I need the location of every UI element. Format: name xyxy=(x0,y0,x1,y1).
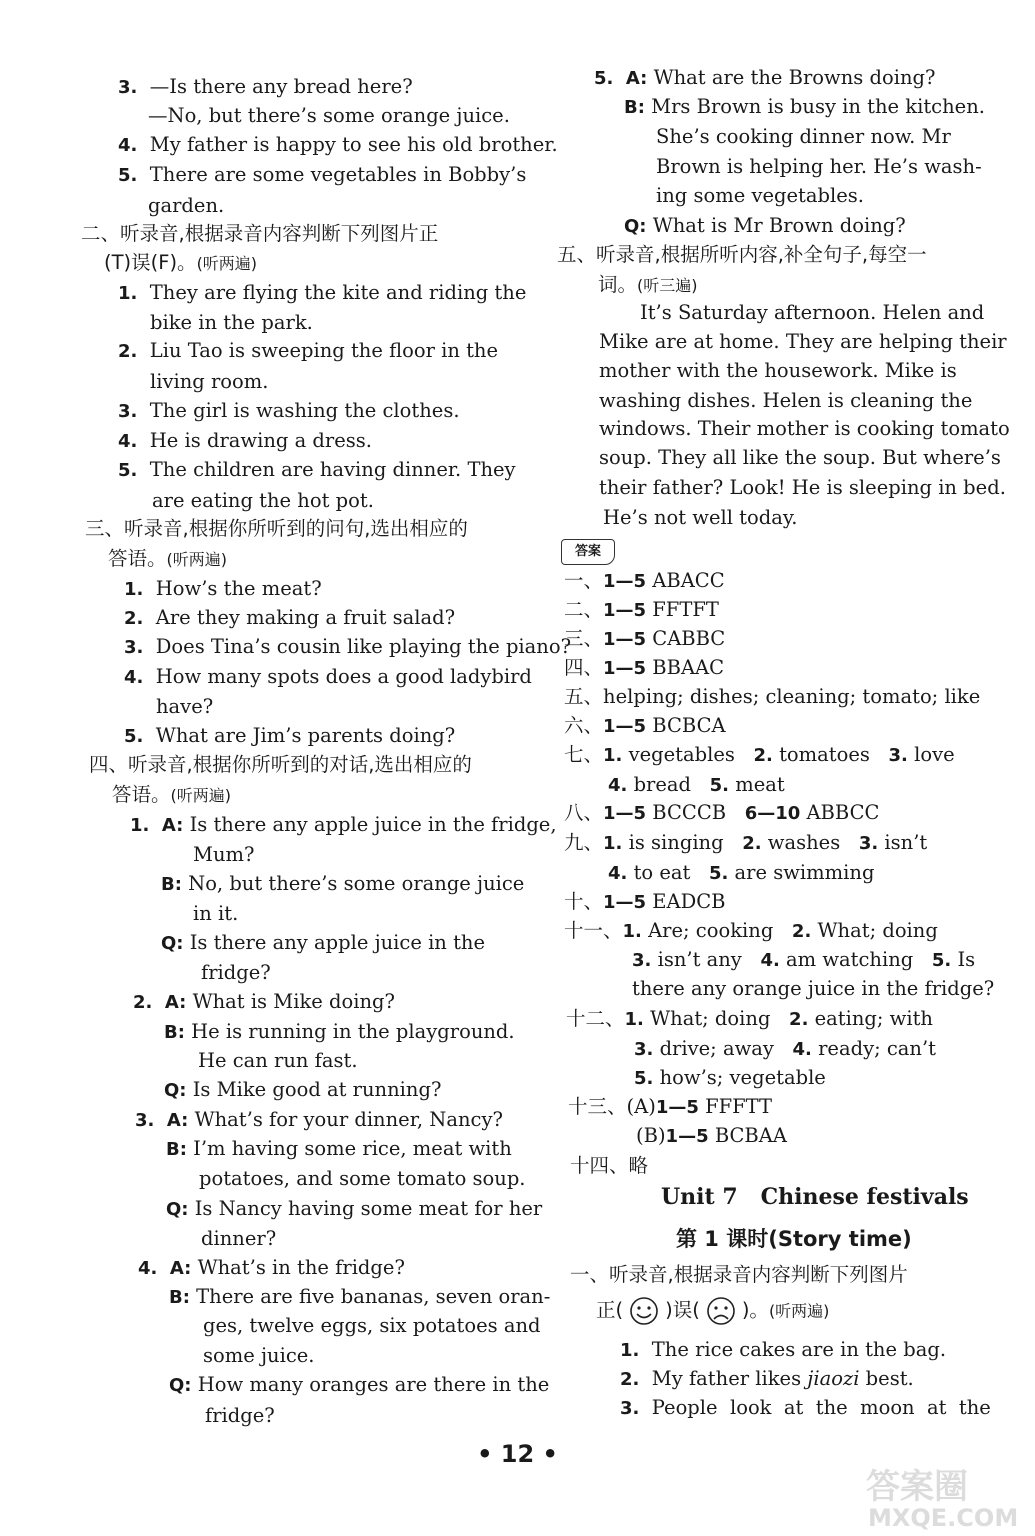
s2-item-5-line2: are eating the hot pot. xyxy=(152,489,374,512)
dialog-2-a: 2. A: What is Mike doing? xyxy=(133,990,395,1013)
dialog-2-q: Q: Is Mike good at running? xyxy=(164,1078,442,1101)
section-2-title-line2: (T)误(F)。(听两遍) xyxy=(104,251,258,274)
s3-item-2: 2. Are they making a fruit salad? xyxy=(124,606,456,629)
s3-item-1: 1. How’s the meat? xyxy=(124,577,322,600)
s3-item-3: 3. Does Tina’s cousin like playing the piano? xyxy=(124,635,572,658)
dialog-5-b-line2: She’s cooking dinner now. Mr xyxy=(656,125,951,148)
section-3-title: 三、听录音,根据你所听到的问句,选出相应的 xyxy=(85,517,468,540)
dialog-4-q-line2: fridge? xyxy=(205,1404,275,1427)
dialog-3-a: 3. A: What’s for your dinner, Nancy? xyxy=(135,1108,503,1131)
dialog-3-b: B: I’m having some rice, meat with xyxy=(166,1137,512,1160)
unit-section-1-title-line2: 正( )误( )。(听两遍) xyxy=(596,1296,829,1326)
dialog-5-b: B: Mrs Brown is busy in the kitchen. xyxy=(624,95,985,118)
section-2-title: 二、听录音,根据录音内容判断下列图片正 xyxy=(81,222,439,245)
unit-item-2: 2. My father likes jiaozi best. xyxy=(620,1367,914,1390)
watermark-logo xyxy=(862,1462,1022,1532)
answer-7: 七、1. vegetables 2. tomatoes 3. love xyxy=(564,743,955,766)
s2-item-2-line2: living room. xyxy=(150,370,269,393)
dialog-1-b-line2: in it. xyxy=(193,902,239,925)
passage-line-1: It’s Saturday afternoon. Helen and xyxy=(640,301,985,324)
answer-10: 十、1—5 EADCB xyxy=(564,890,726,913)
dialog-4-b-line2: ges, twelve eggs, six potatoes and xyxy=(203,1314,541,1337)
answer-12-line2: 3. drive; away 4. ready; can’t xyxy=(634,1037,936,1060)
dialog-5-a: 5. A: What are the Browns doing? xyxy=(594,66,936,89)
answer-2: 二、1—5 FFTFT xyxy=(564,598,719,621)
dialog-1-q: Q: Is there any apple juice in the xyxy=(161,931,486,954)
page-number: • 12 • xyxy=(477,1440,558,1468)
item-3: 3. —Is there any bread here? xyxy=(118,75,413,98)
section-5-title-line2: 词。(听三遍) xyxy=(598,273,698,296)
unit-item-1: 1. The rice cakes are in the bag. xyxy=(620,1338,947,1361)
dialog-1-a-line2: Mum? xyxy=(193,843,255,866)
answer-7-line2: 4. bread 5. meat xyxy=(608,773,785,796)
s2-item-4: 4. He is drawing a dress. xyxy=(118,429,372,452)
dialog-5-q: Q: What is Mr Brown doing? xyxy=(624,214,906,237)
passage-line-5: windows. Their mother is cooking tomato xyxy=(599,417,1010,440)
dialog-5-b-line3: Brown is helping her. He’s wash- xyxy=(656,155,982,178)
smile-face-icon xyxy=(623,1296,665,1326)
svg-text:MXQE.COM: MXQE.COM xyxy=(868,1504,1019,1532)
s2-item-3: 3. The girl is washing the clothes. xyxy=(118,399,460,422)
section-4-title-line2: 答语。(听两遍) xyxy=(112,783,232,806)
svg-text:答案圈: 答案圈 xyxy=(866,1467,968,1507)
s2-item-1-line2: bike in the park. xyxy=(150,311,313,334)
dialog-1-q-line2: fridge? xyxy=(201,961,271,984)
item-5: 5. There are some vegetables in Bobby’s xyxy=(118,163,527,186)
dialog-3-q-line2: dinner? xyxy=(201,1227,277,1250)
passage-line-7: their father? Look! He is sleeping in bed. xyxy=(599,476,1006,499)
item-5-line2: garden. xyxy=(148,194,225,217)
s3-item-5: 5. What are Jim’s parents doing? xyxy=(124,724,456,747)
section-4-title: 四、听录音,根据你所听到的对话,选出相应的 xyxy=(89,753,472,776)
s3-item-4-line2: have? xyxy=(156,695,214,718)
s3-item-4: 4. How many spots does a good ladybird xyxy=(124,665,532,688)
sad-face-icon xyxy=(700,1296,742,1326)
dialog-3-b-line2: potatoes, and some tomato soup. xyxy=(199,1167,526,1190)
unit-title: Unit 7 Chinese festivals xyxy=(661,1184,969,1210)
dialog-3-q: Q: Is Nancy having some meat for her xyxy=(166,1197,543,1220)
passage-line-3: mother with the housework. Mike is xyxy=(599,359,957,382)
answer-badge: 答案 xyxy=(561,539,615,565)
dialog-1-b: B: No, but there’s some orange juice xyxy=(161,872,525,895)
s2-item-2: 2. Liu Tao is sweeping the floor in the xyxy=(118,339,499,362)
answer-11-line2: 3. isn’t any 4. am watching 5. Is xyxy=(632,948,976,971)
passage-line-6: soup. They all like the soup. But where’s xyxy=(599,446,1001,469)
dialog-4-b: B: There are five bananas, seven oran- xyxy=(169,1285,551,1308)
answer-11: 十一、1. Are; cooking 2. What; doing xyxy=(564,919,938,942)
s2-item-1: 1. They are flying the kite and riding the xyxy=(118,281,527,304)
answer-12-line3: 5. how’s; vegetable xyxy=(634,1066,826,1089)
unit-section-1-title: 一、听录音,根据录音内容判断下列图片 xyxy=(570,1263,908,1286)
dialog-5-b-line4: ing some vegetables. xyxy=(656,184,864,207)
passage-line-4: washing dishes. Helen is cleaning the xyxy=(599,389,973,412)
section-5-title: 五、听录音,根据所听内容,补全句子,每空一 xyxy=(557,243,927,266)
dialog-4-q: Q: How many oranges are there in the xyxy=(169,1373,550,1396)
dialog-1-a: 1. A: Is there any apple juice in the fridge, xyxy=(130,813,557,836)
answer-12: 十二、1. What; doing 2. eating; with xyxy=(566,1007,933,1030)
passage-line-2: Mike are at home. They are helping their xyxy=(599,330,1007,353)
dialog-2-b-line2: He can run fast. xyxy=(198,1049,358,1072)
dialog-4-a: 4. A: What’s in the fridge? xyxy=(138,1256,405,1279)
section-3-title-line2: 答语。(听两遍) xyxy=(108,547,228,570)
item-4: 4. My father is happy to see his old brother. xyxy=(118,133,558,156)
item-3-line2: —No, but there’s some orange juice. xyxy=(148,104,510,127)
s2-item-5: 5. The children are having dinner. They xyxy=(118,458,516,481)
dialog-4-b-line3: some juice. xyxy=(203,1344,315,1367)
answer-9: 九、1. is singing 2. washes 3. isn’t xyxy=(564,831,928,854)
answer-6: 六、1—5 BCBCA xyxy=(564,714,726,737)
unit-item-3: 3. People look at the moon at the xyxy=(620,1396,991,1419)
answer-8: 八、1—5 BCCCB 6—10 ABBCC xyxy=(564,801,880,824)
answer-5: 五、helping; dishes; cleaning; tomato; like xyxy=(564,685,981,708)
answer-13-line2: (B)1—5 BCBAA xyxy=(636,1124,787,1147)
dialog-2-b: B: He is running in the playground. xyxy=(164,1020,515,1043)
answer-14: 十四、略 xyxy=(570,1154,649,1177)
answer-4: 四、1—5 BBAAC xyxy=(564,656,725,679)
lesson-title: 第 1 课时(Story time) xyxy=(676,1227,912,1251)
answer-1: 一、1—5 ABACC xyxy=(564,569,725,592)
answer-3: 三、1—5 CABBC xyxy=(564,627,726,650)
passage-line-8: He’s not well today. xyxy=(603,506,798,529)
answer-9-line2: 4. to eat 5. are swimming xyxy=(608,861,875,884)
answer-13: 十三、(A)1—5 FFFTT xyxy=(568,1095,773,1118)
answer-11-line3: there any orange juice in the fridge? xyxy=(632,977,995,1000)
